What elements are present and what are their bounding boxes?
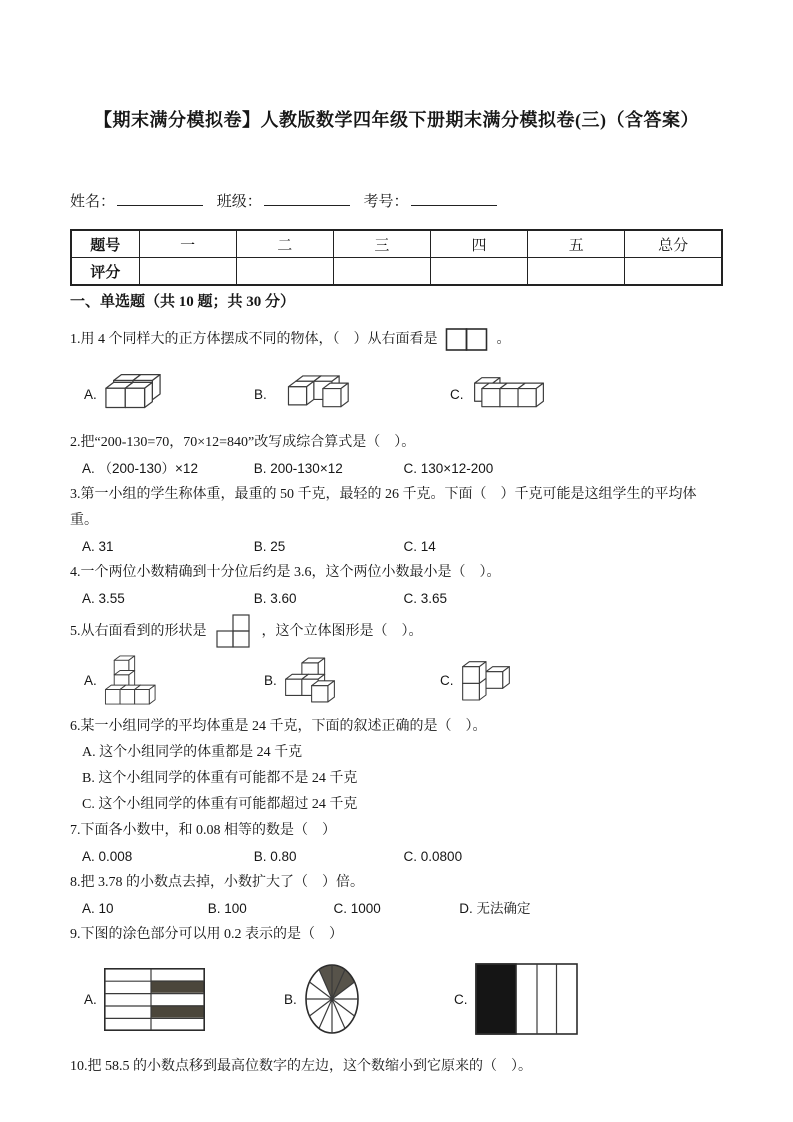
q4-option-c: C. 3.65 [403, 591, 448, 606]
question-4-text: 4.一个两位小数精确到十分位后约是 3.6，这个两位小数最小是（ ）。 [70, 565, 501, 580]
score-col-total: 总分 [625, 230, 722, 258]
q5-option-c: C. [440, 658, 511, 702]
question-3-text: 3.第一小组的学生称体重，最重的 50 千克，最轻的 26 千克。下面（ ）千克可能是这组学生的平均体重。 [70, 487, 697, 528]
class-blank [264, 191, 350, 206]
q1-option-a: A. [84, 374, 254, 414]
q1-option-b: B. [254, 373, 450, 415]
question-5-options [70, 652, 723, 708]
q3-option-c: C. 14 [403, 539, 436, 554]
score-cell-empty [236, 258, 333, 286]
question-10-text: 10.把 58.5 的小数点移到最高位数字的左边，这个数缩小到它原来的（ ）。 [70, 1059, 532, 1075]
section-heading: 一、单选题（共 10 题；共 30 分） [70, 294, 296, 310]
score-table [70, 229, 723, 286]
question-5-text: 5.从右面看到的形状是 ，这个立体图形是（ ）。 [70, 612, 723, 652]
q6-option-b: B. 这个小组同学的体重有可能都不是 24 千克 [82, 771, 358, 787]
question-3-options [70, 534, 723, 560]
exam-no-blank [411, 191, 497, 206]
q1-option-b-cubes-icon [274, 373, 350, 415]
q8-option-c: C. 1000 [333, 901, 381, 917]
q1-option-a-cubes-icon [104, 374, 162, 414]
q7-option-b: B. 0.80 [253, 849, 297, 865]
question-2-options [70, 456, 723, 482]
score-cell-empty [333, 258, 430, 286]
q5-option-c-cubes-icon [461, 658, 511, 702]
q2-option-b: B. 200-130×12 [253, 461, 343, 476]
page-title: 【期末满分模拟卷】人教版数学四年级下册期末满分模拟卷(三)（含答案） [94, 110, 699, 130]
score-col-4: 四 [430, 230, 527, 258]
q7-option-a: A. 0.008 [82, 849, 133, 865]
name-blank [117, 191, 203, 206]
name-label: 姓名： [70, 194, 116, 210]
q8-option-a: A. 10 [82, 901, 114, 917]
q2-option-c: C. 130×12-200 [403, 461, 494, 476]
q9-option-c-shaded-bar-icon [475, 963, 578, 1035]
score-col-3: 三 [333, 230, 430, 258]
q9-option-c: C. [454, 963, 578, 1035]
question-1-text: 1.用 4 个同样大的正方体摆成不同的物体，（ ）从右面看是 。 [70, 320, 723, 360]
q4-option-b: B. 3.60 [253, 591, 297, 606]
class-label: 班级： [216, 194, 262, 210]
q9-option-b-shaded-circle-icon [304, 963, 360, 1035]
score-col-qnum: 题号 [71, 230, 139, 258]
q5-option-a: A. [84, 653, 264, 707]
q9-option-a: A. [84, 968, 284, 1031]
score-cell-empty [430, 258, 527, 286]
q4-option-a: A. 3.55 [82, 591, 125, 606]
q8-option-d: D. 无法确定 [459, 901, 531, 917]
score-col-1: 一 [139, 230, 236, 258]
student-info-line [70, 190, 723, 211]
q6-option-a: A. 这个小组同学的体重都是 24 千克 [82, 745, 303, 761]
q5-option-b-cubes-icon [284, 656, 336, 704]
score-row-label: 评分 [71, 258, 139, 286]
q5-option-a-cubes-icon [104, 653, 158, 707]
question-6-text: 6.某一小组同学的平均体重是 24 千克，下面的叙述正确的是（ ）。 [70, 719, 487, 735]
q2-option-a: A. （200-130）×12 [82, 461, 198, 476]
q6-option-c: C. 这个小组同学的体重有可能都超过 24 千克 [82, 797, 358, 813]
question-1-options [70, 368, 723, 420]
q5-view-shape-icon [214, 612, 254, 652]
question-7-options [70, 844, 723, 870]
question-7-text: 7.下面各小数中，和 0.08 相等的数是（ ） [70, 823, 336, 839]
q5-option-b: B. [264, 656, 440, 704]
score-cell-empty [528, 258, 625, 286]
score-col-5: 五 [528, 230, 625, 258]
q8-option-b: B. 100 [207, 901, 247, 917]
question-8-options [70, 896, 723, 922]
q3-option-a: A. 31 [82, 539, 114, 554]
score-table-header-row [71, 230, 722, 258]
exam-no-label: 考号： [363, 194, 409, 210]
q7-option-c: C. 0.0800 [403, 849, 463, 865]
score-col-2: 二 [236, 230, 333, 258]
q1-option-c: C. [450, 374, 547, 414]
q1-view-from-right-icon [445, 327, 489, 353]
q9-option-a-shaded-grid-icon [104, 968, 205, 1031]
score-table-score-row [71, 258, 722, 286]
q9-option-b: B. [284, 963, 454, 1035]
question-9-text: 9.下图的涂色部分可以用 0.2 表示的是（ ） [70, 927, 343, 943]
question-4-options [70, 586, 723, 612]
score-cell-empty [625, 258, 722, 286]
score-cell-empty [139, 258, 236, 286]
question-9-options [70, 954, 723, 1044]
q1-option-c-cubes-icon [471, 374, 547, 414]
q3-option-b: B. 25 [253, 539, 286, 554]
question-2-text: 2.把“200-130=70，70×12=840”改写成综合算式是（ ）。 [70, 435, 416, 450]
question-8-text: 8.把 3.78 的小数点去掉，小数扩大了（ ）倍。 [70, 875, 364, 891]
